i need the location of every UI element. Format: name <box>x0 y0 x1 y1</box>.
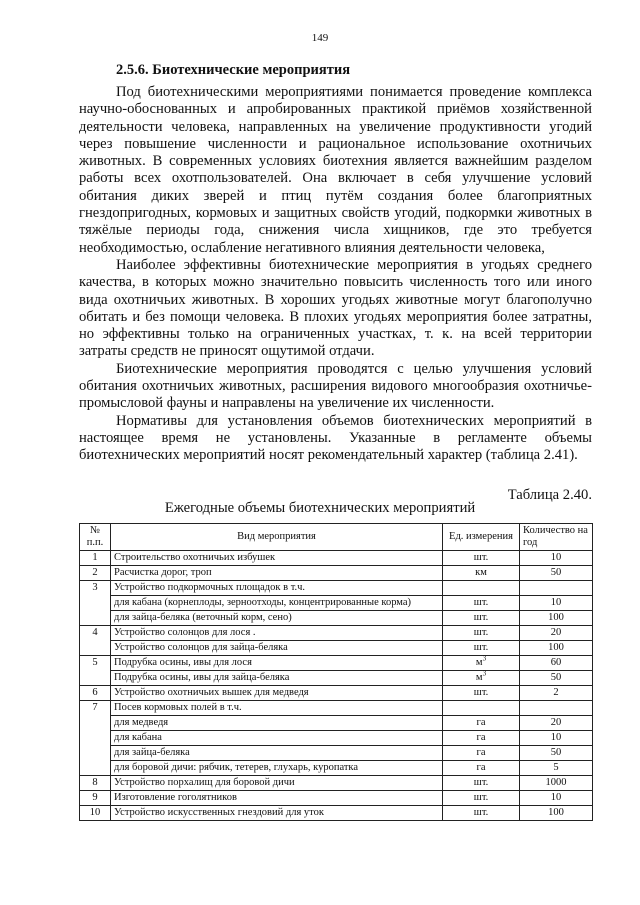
table-header-row <box>80 524 593 551</box>
row-quantity: 5 <box>520 761 593 776</box>
table-row <box>80 596 593 611</box>
row-number <box>80 716 111 731</box>
row-quantity: 50 <box>520 566 593 581</box>
row-activity: Устройство солонцов для зайца-беляка <box>111 641 443 656</box>
row-number: 4 <box>80 626 111 641</box>
row-unit: га <box>443 716 520 731</box>
row-activity: для кабана <box>111 731 443 746</box>
row-activity: Подрубка осины, ивы для лося <box>111 656 443 671</box>
table-row <box>80 611 593 626</box>
row-unit: шт. <box>443 611 520 626</box>
row-quantity: 100 <box>520 611 593 626</box>
row-quantity <box>520 581 593 596</box>
unit-text: $м^3$ <box>475 654 487 668</box>
row-unit: шт. <box>443 686 520 701</box>
row-unit: шт. <box>443 791 520 806</box>
body-text <box>79 84 592 465</box>
table-row <box>80 716 593 731</box>
row-activity: Устройство порхалищ для боровой дичи <box>111 776 443 791</box>
row-number: 1 <box>80 551 111 566</box>
row-quantity: 1000 <box>520 776 593 791</box>
row-quantity: 10 <box>520 596 593 611</box>
table-row <box>80 701 593 716</box>
row-unit: шт. <box>443 641 520 656</box>
row-unit: шт. <box>443 806 520 821</box>
row-activity: Устройство солонцов для лося . <box>111 626 443 641</box>
row-activity: Изготовление гоголятников <box>111 791 443 806</box>
row-unit <box>443 701 520 716</box>
row-quantity: 10 <box>520 791 593 806</box>
header-number: № п.п. <box>80 524 111 551</box>
row-number: 9 <box>80 791 111 806</box>
row-number <box>80 731 111 746</box>
row-activity: для зайца-беляка (веточный корм, сено) <box>111 611 443 626</box>
row-number: 5 <box>80 656 111 671</box>
row-unit: шт. <box>443 551 520 566</box>
table-row <box>80 731 593 746</box>
row-activity: для зайца-беляка <box>111 746 443 761</box>
row-quantity: 2 <box>520 686 593 701</box>
row-number <box>80 641 111 656</box>
table-row <box>80 551 593 566</box>
row-unit <box>443 581 520 596</box>
row-number <box>80 761 111 776</box>
row-number <box>80 746 111 761</box>
table-row <box>80 566 593 581</box>
header-activity: Вид мероприятия <box>111 524 443 551</box>
row-unit: км <box>443 566 520 581</box>
row-unit: шт. <box>443 776 520 791</box>
table-row <box>80 746 593 761</box>
row-number: 2 <box>80 566 111 581</box>
row-unit: га <box>443 731 520 746</box>
row-number <box>80 611 111 626</box>
row-quantity: 20 <box>520 626 593 641</box>
row-number: 7 <box>80 701 111 716</box>
page-number: 149 <box>311 32 329 44</box>
row-activity: Устройство искусственных гнездовий для уток <box>111 806 443 821</box>
row-quantity <box>520 701 593 716</box>
row-activity: для медведя <box>111 716 443 731</box>
row-unit: га <box>443 761 520 776</box>
row-number <box>80 596 111 611</box>
row-activity: для кабана (корнеплоды, зерноотходы, концентрированные корма) <box>111 596 443 611</box>
row-unit <box>443 671 520 686</box>
row-number <box>80 671 111 686</box>
paragraph: Нормативы для установления объемов биотехнических мероприятий в настоящее время не установлены. Указанные в регламенте объемы биотехнических мероприятий носят рекомендательный характер (таблица 2.41). <box>79 412 592 464</box>
table-row <box>80 686 593 701</box>
row-activity: Посев кормовых полей в т.ч. <box>111 701 443 716</box>
row-activity: для боровой дичи: рябчик, тетерев, глухарь, куропатка <box>111 761 443 776</box>
row-quantity: 10 <box>520 731 593 746</box>
row-quantity: 10 <box>520 551 593 566</box>
paragraph: Биотехнические мероприятия проводятся с целью улучшения условий обитания охотничьих животных, расширения видового многообразия охотничье-промысловой фауны и направлены на увеличение их численности. <box>79 360 592 412</box>
table-row <box>80 791 593 806</box>
row-activity: Подрубка осины, ивы для зайца-беляка <box>111 671 443 686</box>
table-row <box>80 626 593 641</box>
row-unit: шт. <box>443 596 520 611</box>
table-caption: Таблица 2.40. <box>507 487 592 503</box>
row-activity: Строительство охотничьих избушек <box>111 551 443 566</box>
row-quantity: 20 <box>520 716 593 731</box>
row-number: 8 <box>80 776 111 791</box>
row-unit: га <box>443 746 520 761</box>
row-quantity: 60 <box>520 656 593 671</box>
section-heading: 2.5.6. Биотехнические мероприятия <box>116 62 351 78</box>
table-row <box>80 641 593 656</box>
table-row <box>80 806 593 821</box>
row-number: 3 <box>80 581 111 596</box>
measures-table <box>79 523 593 821</box>
row-number: 10 <box>80 806 111 821</box>
paragraph: Наиболее эффективны биотехнические мероприятия в угодьях среднего качества, в которых можно значительно повысить численность того или иного вида охотничьих животных. В хороших угодьях животные могут благополучно обитать и без помощи человека. В плохих угодьях мероприятия более затратны, но эффективны только на ограниченных участках, т. к. на всей территории затраты средств не приносят ощутимой отдачи. <box>79 256 592 360</box>
header-quantity: Количество на год <box>520 524 593 551</box>
paragraph: Под биотехническими мероприятиями понимается проведение комплекса научно-обоснованных и апробированных практикой приёмов хозяйственной деятельности человека, направленных на увеличение продуктивности угодий через повышение численности и рациональное использование охотничьих животных. В современных условиях биотехния является важнейшим разделом работы всех охотпользователей. Она включает в себя улучшение условий обитания диких зверей и птиц путём создания более благоприятных гнездопригодных, кормовых и защитных свойств угодий, подкормки животных в тяжёлые периоды года, снижения числа хищников, где это требуется необходимостью, ослабление негативного влияния деятельности человека, <box>79 84 592 256</box>
table-title: Ежегодные объемы биотехнических мероприятий <box>164 500 476 516</box>
row-unit <box>443 656 520 671</box>
table-row <box>80 656 593 671</box>
row-activity: Расчистка дорог, троп <box>111 566 443 581</box>
row-activity: Устройство охотничьих вышек для медведя <box>111 686 443 701</box>
table-row <box>80 581 593 596</box>
header-unit: Ед. измерения <box>443 524 520 551</box>
table-row <box>80 776 593 791</box>
table-row <box>80 671 593 686</box>
row-quantity: 100 <box>520 641 593 656</box>
row-number: 6 <box>80 686 111 701</box>
row-quantity: 50 <box>520 746 593 761</box>
row-quantity: 50 <box>520 671 593 686</box>
row-unit: шт. <box>443 626 520 641</box>
row-activity: Устройство подкормочных площадок в т.ч. <box>111 581 443 596</box>
unit-text: $м^3$ <box>475 669 487 683</box>
table-row <box>80 761 593 776</box>
row-quantity: 100 <box>520 806 593 821</box>
